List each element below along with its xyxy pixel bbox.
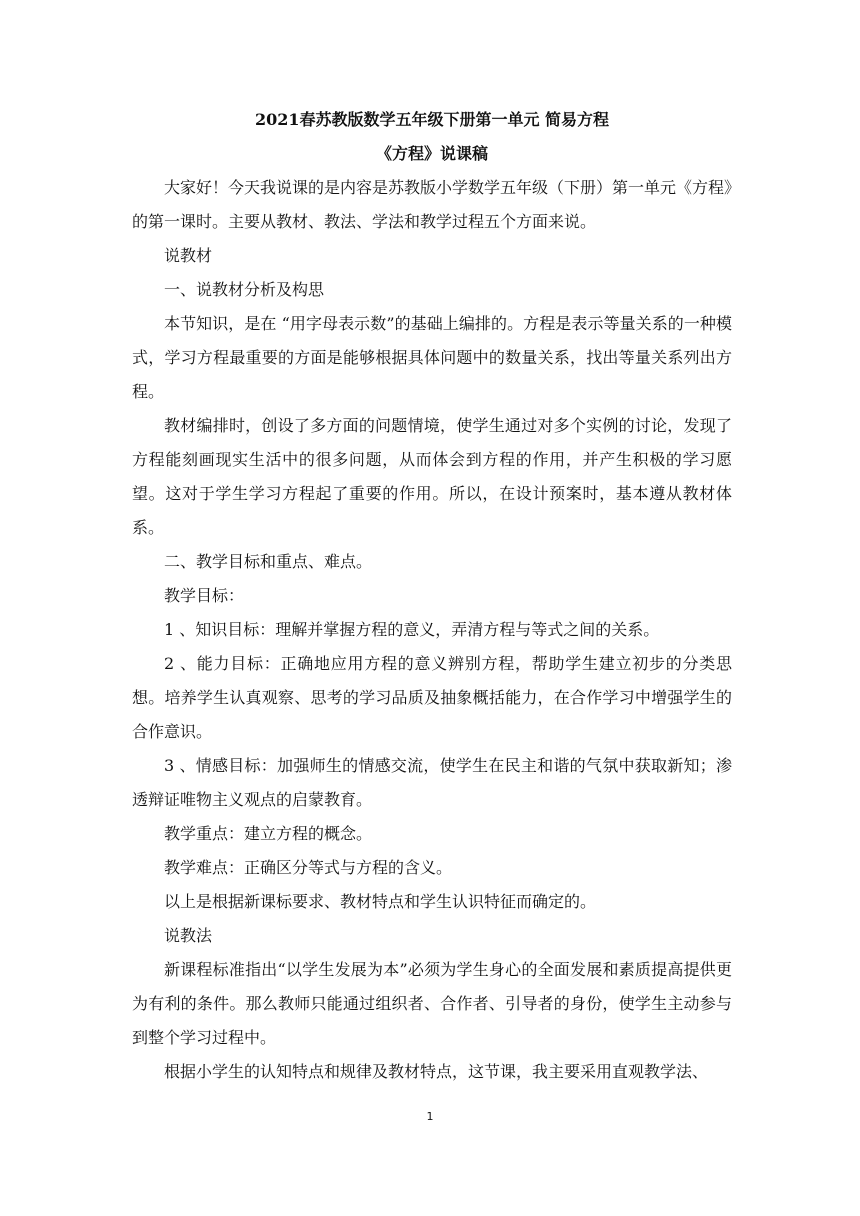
heading-analysis: 一、说教材分析及构思	[164, 280, 325, 299]
label-objectives: 教学目标：	[164, 586, 245, 605]
paragraph-basis: 以上是根据新课标要求、教材特点和学生认识特征而确定的。	[164, 892, 597, 911]
heading-textbook: 说教材	[164, 246, 213, 265]
page-number: 1	[426, 1110, 434, 1123]
heading-objectives: 二、教学目标和重点、难点。	[164, 552, 373, 571]
paragraph-arrangement: 教材编排时，创设了多方面的问题情境，使学生通过对多个实例的讨论，发现了方程能刻画现实生活中的很多问题，从而体会到方程的作用，并产生积极的学习愿望。这对于学生学习方程起了重要的作用。所以，在设计预案时，基本遵从教材体系。	[132, 416, 732, 537]
paragraph-curriculum: 新课程标准指出“以学生发展为本”必须为学生身心的全面发展和素质提高提供更为有利的条件。那么教师只能通过组织者、合作者、引导者的身份，使学生主动参与到整个学习过程中。	[132, 960, 732, 1047]
paragraph-knowledge: 本节知识，是在 “用字母表示数”的基础上编排的。方程是表示等量关系的一种模式，学习方程最重要的方面是能够根据具体问题中的数量关系，找出等量关系列出方程。	[132, 314, 732, 401]
page-content	[132, 103, 732, 1089]
paragraph-intro: 大家好！今天我说课的是内容是苏教版小学数学五年级（下册）第一单元《方程》的第一课时。主要从教材、教法、学法和教学过程五个方面来说。	[132, 178, 733, 231]
heading-methods: 说教法	[164, 926, 213, 945]
paragraph-teaching-method: 根据小学生的认知特点和规律及教材特点，这节课，我主要采用直观教学法、	[164, 1062, 709, 1081]
document-subtitle: 《方程》说课稿	[375, 144, 488, 163]
objective-emotion: 3 、情感目标：加强师生的情感交流，使学生在民主和谐的气氛中获取新知；渗透辩证唯物主义观点的启蒙教育。	[132, 756, 732, 809]
objective-ability: 2 、能力目标：正确地应用方程的意义辨别方程，帮助学生建立初步的分类思想。培养学生认真观察、思考的学习品质及抽象概括能力，在合作学习中增强学生的合作意识。	[132, 654, 732, 741]
document-title: 2021春苏教版数学五年级下册第一单元 简易方程	[254, 110, 610, 129]
objective-knowledge: 1 、知识目标：理解并掌握方程的意义，弄清方程与等式之间的关系。	[164, 620, 660, 639]
key-point: 教学重点：建立方程的概念。	[164, 824, 373, 843]
difficult-point: 教学难点：正确区分等式与方程的含义。	[164, 858, 453, 877]
